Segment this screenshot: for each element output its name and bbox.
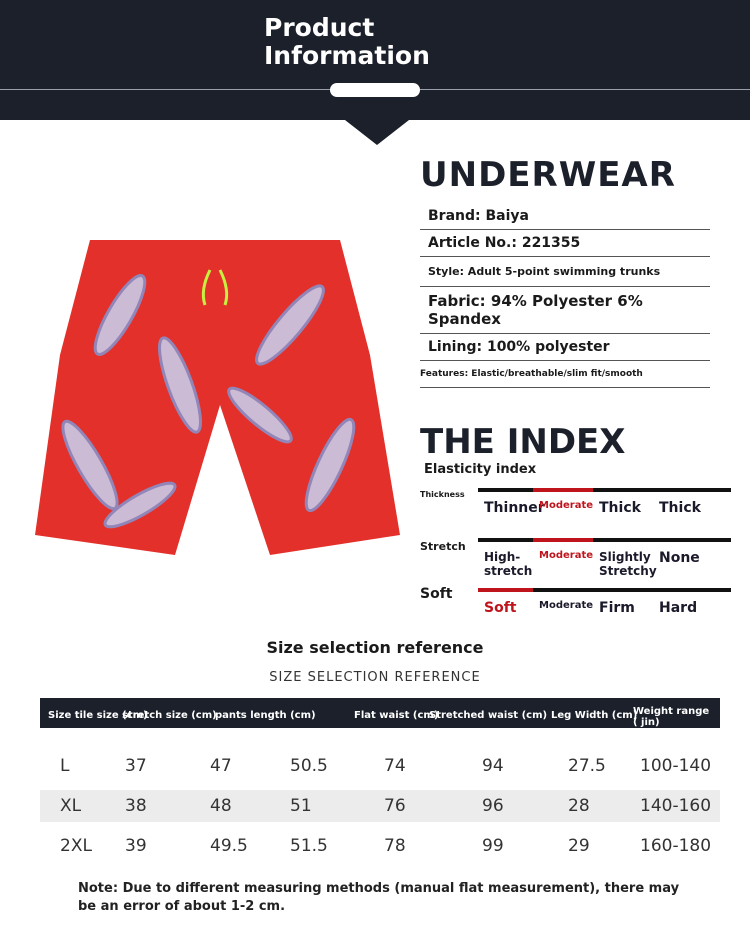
table-cell: 160-180	[640, 836, 712, 856]
index-subheading: Elasticity index	[424, 462, 537, 477]
size-table-header	[40, 698, 720, 728]
measurement-note: Note: Due to different measuring methods (manual flat measurement), there may be an error of about 1-2 cm.	[78, 881, 680, 914]
index-option-label: High-stretch	[484, 550, 533, 578]
table-row	[40, 790, 720, 822]
index-heading: THE INDEX	[420, 422, 626, 462]
product-heading: UNDERWEAR	[420, 155, 676, 195]
index-option	[653, 538, 731, 566]
table-header-cell: Flat waist (cm)	[354, 710, 439, 721]
table-row	[40, 830, 720, 862]
table-cell: 38	[125, 796, 147, 816]
header-banner	[0, 0, 750, 120]
title-line1: Product	[264, 13, 375, 42]
index-option-label: Thick	[599, 500, 641, 516]
table-cell: 50.5	[290, 756, 328, 776]
lining-row: Lining: 100% polyester	[420, 334, 710, 361]
table-cell: 37	[125, 756, 147, 776]
index-option-label: Moderate	[539, 600, 594, 611]
table-header-cell: pants length (cm)	[215, 710, 316, 721]
table-cell: 96	[482, 796, 504, 816]
table-cell: 2XL	[60, 836, 92, 856]
features-row: Features: Elastic/breathable/slim fit/smooth	[420, 361, 710, 388]
index-row-label: Stretch	[420, 540, 466, 553]
index-option-label: Thick	[659, 500, 701, 516]
title-line2: Information	[264, 41, 430, 70]
table-cell: 78	[384, 836, 406, 856]
table-cell: 51	[290, 796, 312, 816]
table-cell: 28	[568, 796, 590, 816]
product-info	[420, 155, 710, 388]
index-option	[653, 588, 731, 616]
page-title	[264, 14, 430, 70]
index-option	[653, 488, 731, 516]
table-cell: 99	[482, 836, 504, 856]
index-option-label: Firm	[599, 600, 635, 616]
fabric-row: Fabric: 94% Polyester 6% Spandex	[420, 287, 710, 334]
size-subtitle: SIZE SELECTION REFERENCE	[269, 670, 481, 685]
index-row-label: Thickness	[420, 490, 465, 499]
table-cell: 100-140	[640, 756, 712, 776]
table-cell: 49.5	[210, 836, 248, 856]
index-option-label: Slightly Stretchy	[599, 550, 657, 578]
arrow-decoration	[345, 120, 409, 145]
index-section	[420, 422, 720, 616]
index-option-label: Moderate	[539, 500, 594, 511]
size-title: Size selection reference	[266, 638, 484, 657]
table-cell: 47	[210, 756, 232, 776]
product-image-shorts	[30, 235, 405, 565]
table-cell: 51.5	[290, 836, 328, 856]
table-cell: 39	[125, 836, 147, 856]
table-cell: 94	[482, 756, 504, 776]
style-row: Style: Adult 5-point swimming trunks	[420, 257, 710, 287]
table-cell: XL	[60, 796, 82, 816]
index-bar	[653, 488, 731, 492]
table-header-cell: Weight range ( jin)	[633, 706, 710, 728]
brand-row: Brand: Baiya	[420, 203, 710, 230]
index-bar	[653, 588, 731, 592]
article-row: Article No.: 221355	[420, 230, 710, 257]
index-option-label: Thinner	[484, 500, 545, 516]
table-cell: L	[60, 756, 70, 776]
index-option-label: Moderate	[539, 550, 594, 561]
table-cell: 27.5	[568, 756, 606, 776]
pill-decoration	[330, 83, 420, 97]
table-row	[40, 750, 720, 782]
table-cell: 29	[568, 836, 590, 856]
index-bar	[653, 538, 731, 542]
table-header-cell: Size tile size (cm)	[48, 710, 148, 721]
index-option-label: Soft	[484, 600, 517, 616]
table-header-cell: stretch size (cm)	[122, 710, 217, 721]
index-row-label: Soft	[420, 586, 453, 602]
table-header-cell: Stretched waist (cm)	[429, 710, 548, 721]
table-cell: 74	[384, 756, 406, 776]
index-option-label: None	[659, 550, 700, 566]
table-cell: 48	[210, 796, 232, 816]
table-cell: 76	[384, 796, 406, 816]
table-header-cell: Leg Width (cm)	[551, 710, 638, 721]
table-cell: 140-160	[640, 796, 712, 816]
index-option-label: Hard	[659, 600, 698, 616]
